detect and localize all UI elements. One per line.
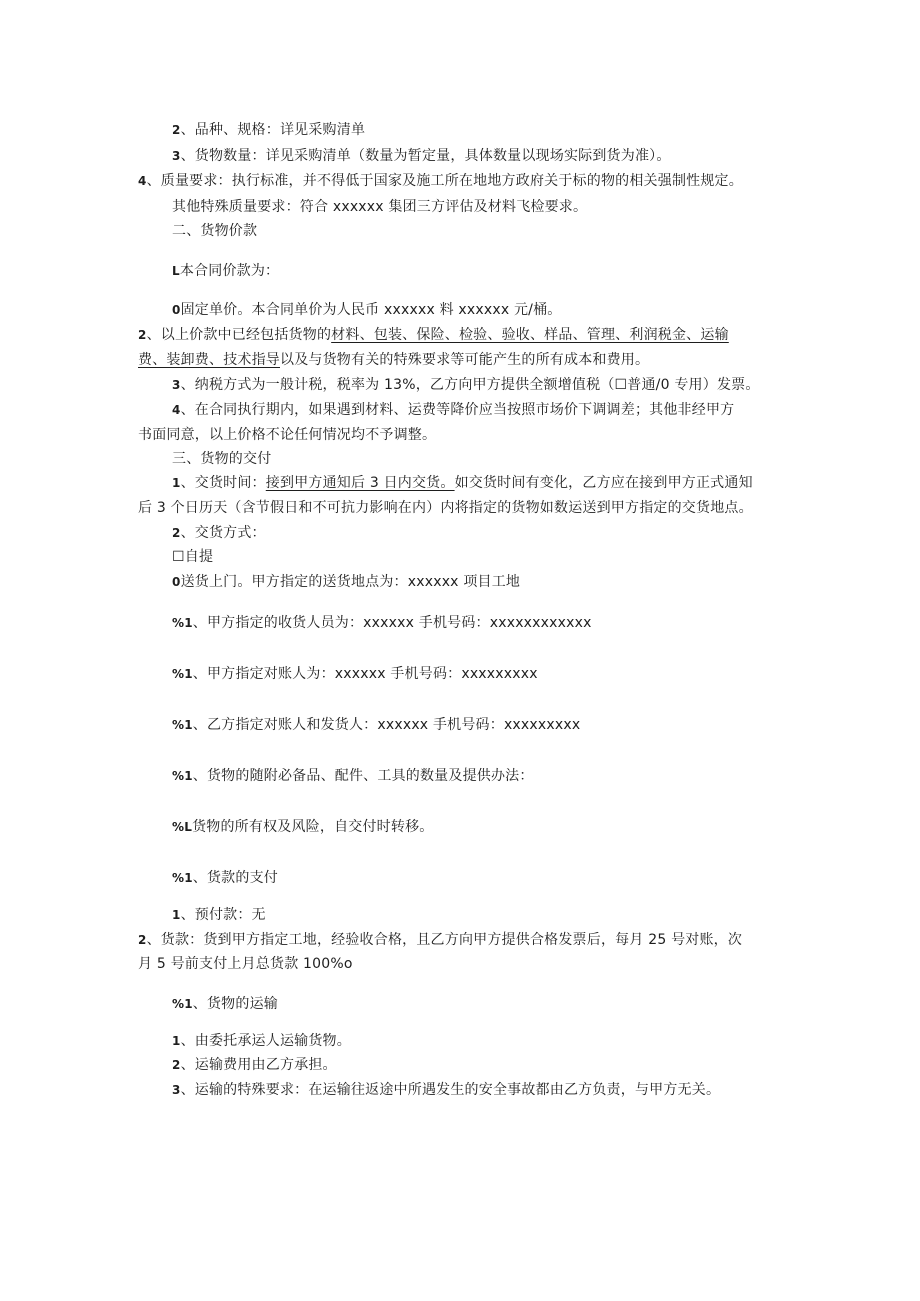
section-transport: %1、货物的运输	[172, 996, 278, 1012]
item-party-b-reconciler: %1、乙方指定对账人和发货人：xxxxxx 手机号码：xxxxxxxxx	[172, 717, 581, 733]
item-payment-terms-cont: 月 5 号前支付上月总货款 100%o	[138, 956, 353, 972]
item-party-a-reconciler: %1、甲方指定对账人为：xxxxxx 手机号码：xxxxxxxxx	[172, 666, 538, 682]
item-goods-quantity: 3、货物数量：详见采购清单（数量为暂定量，具体数量以现场实际到货为准）。	[172, 148, 671, 164]
item-delivery-time: 1、交货时间：接到甲方通知后 3 日内交货。如交货时间有变化，乙方应在接到甲方正式通知	[172, 475, 753, 491]
item-price-adjustment-cont: 书面同意，以上价格不论任何情况均不予调整。	[138, 427, 437, 443]
item-carrier: 1、由委托承运人运输货物。	[172, 1033, 351, 1049]
item-price-includes-cont: 费、装卸费、技术指导以及与货物有关的特殊要求等可能产生的所有成本和费用。	[138, 352, 650, 368]
item-delivery-time-cont: 后 3 个日历天（含节假日和不可抗力影响在内）内将指定的货物如数运送到甲方指定的交货地点。	[138, 500, 753, 516]
item-fixed-unit-price: 0固定单价。本合同单价为人民币 xxxxxx 料 xxxxxx 元/桶。	[172, 302, 562, 318]
item-payment-terms: 2、货款：货到甲方指定工地，经验收合格，且乙方向甲方提供合格发票后，每月 25 号对账，次	[138, 932, 743, 948]
item-tax-method: 3、纳税方式为一般计税，税率为 13%，乙方向甲方提供全额增值税（☐普通/0 专用）发票。	[172, 377, 760, 393]
item-prepayment: 1、预付款：无	[172, 907, 266, 923]
item-quality-requirement: 4、质量要求：执行标准，并不得低于国家及施工所在地地方政府关于标的物的相关强制性规定。	[138, 173, 743, 189]
item-accessories: %1、货物的随附必备品、配件、工具的数量及提供办法：	[172, 768, 534, 784]
item-price-includes: 2、以上价款中已经包括货物的材料、包装、保险、检验、验收、样品、管理、利润税金、运输	[138, 327, 729, 343]
item-ownership-risk: %L货物的所有权及风险，自交付时转移。	[172, 819, 434, 835]
option-door-delivery: 0送货上门。甲方指定的送货地点为：xxxxxx 项目工地	[172, 574, 521, 590]
item-delivery-method: 2、交货方式：	[172, 525, 266, 541]
section-payment: %1、货款的支付	[172, 870, 278, 886]
section-goods-delivery: 三、货物的交付	[172, 451, 272, 467]
item-contract-price: L本合同价款为：	[172, 263, 280, 279]
item-variety-spec: 2、品种、规格：详见采购清单	[172, 122, 366, 138]
option-self-pickup: ☐自提	[172, 549, 214, 565]
item-transport-requirements: 3、运输的特殊要求：在运输往返途中所遇发生的安全事故都由乙方负责，与甲方无关。	[172, 1082, 721, 1098]
item-price-adjustment: 4、在合同执行期内，如果遇到材料、运费等降价应当按照市场价下调调差；其他非经甲方	[172, 402, 735, 418]
item-transport-cost: 2、运输费用由乙方承担。	[172, 1057, 337, 1073]
item-receiver: %1、甲方指定的收货人员为：xxxxxx 手机号码：xxxxxxxxxxxx	[172, 615, 592, 631]
special-quality-requirement: 其他特殊质量要求：符合 xxxxxx 集团三方评估及材料飞检要求。	[172, 199, 588, 215]
section-goods-price: 二、货物价款	[172, 223, 258, 239]
